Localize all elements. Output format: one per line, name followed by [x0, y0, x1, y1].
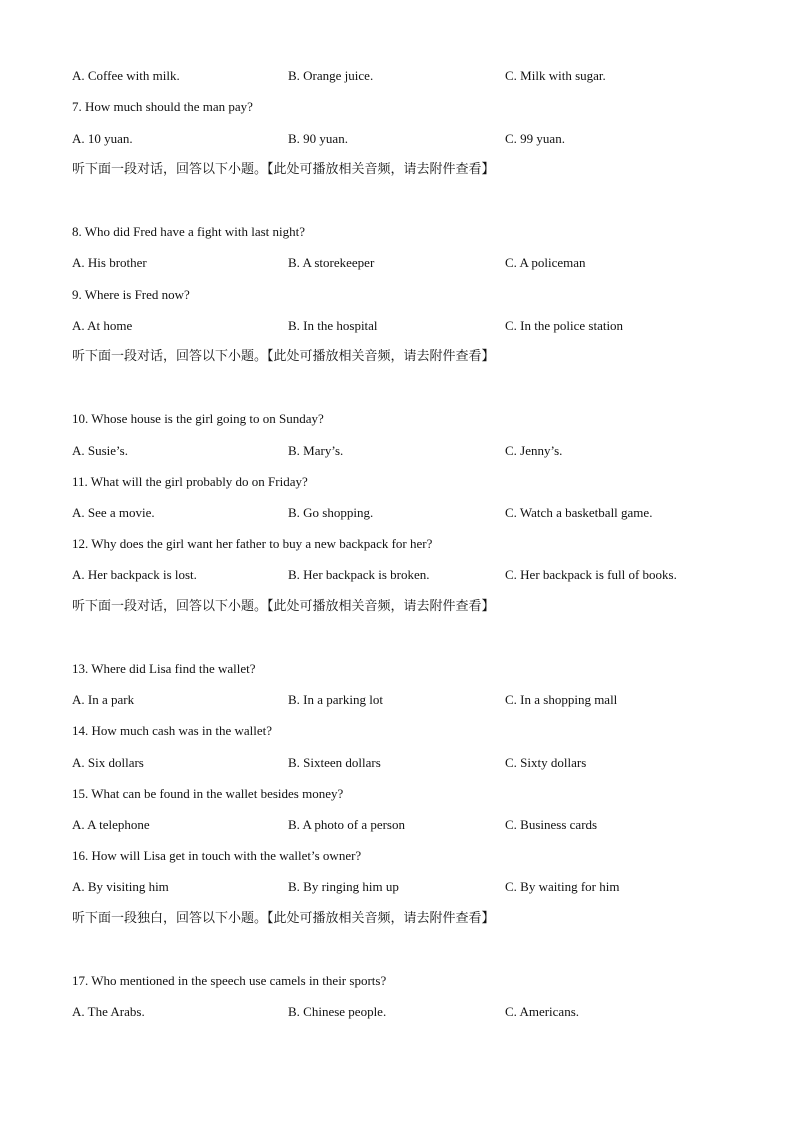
- q9-option-c: C. In the police station: [505, 318, 624, 333]
- q12-question: 12. Why does the girl want her father to buy a new backpack for her?: [72, 536, 433, 551]
- q11-question: 11. What will the girl probably do on Friday?: [72, 474, 308, 489]
- listening-instruction-2: 听下面一段对话，回答以下小题。【此处可播放相关音频，请去附件查看】: [72, 349, 495, 364]
- q11-option-a: A. See a movie.: [72, 505, 155, 520]
- q16-option-c: C. By waiting for him: [505, 879, 620, 894]
- q10-option-b: B. Mary’s.: [288, 443, 344, 458]
- listening-instruction-1: 听下面一段对话，回答以下小题。【此处可播放相关音频，请去附件查看】: [72, 162, 495, 177]
- q8-question: 8. Who did Fred have a fight with last night?: [72, 224, 305, 239]
- q17-option-b: B. Chinese people.: [288, 1004, 387, 1019]
- q7-question: 7. How much should the man pay?: [72, 99, 253, 114]
- q13-option-a: A. In a park: [72, 692, 135, 707]
- q9-option-b: B. In the hospital: [288, 318, 378, 333]
- q7-option-a: A. 10 yuan.: [72, 131, 133, 146]
- q11-option-c: C. Watch a basketball game.: [505, 505, 653, 520]
- q11-option-b: B. Go shopping.: [288, 505, 374, 520]
- q16-option-a: A. By visiting him: [72, 879, 169, 894]
- q10-question: 10. Whose house is the girl going to on Sunday?: [72, 411, 324, 426]
- q14-option-a: A. Six dollars: [72, 755, 144, 770]
- q9-question: 9. Where is Fred now?: [72, 287, 190, 302]
- q14-option-c: C. Sixty dollars: [505, 755, 587, 770]
- q16-option-b: B. By ringing him up: [288, 879, 399, 894]
- q14-option-b: B. Sixteen dollars: [288, 755, 381, 770]
- q13-option-c: C. In a shopping mall: [505, 692, 618, 707]
- q12-option-c: C. Her backpack is full of books.: [505, 567, 677, 582]
- q10-option-a: A. Susie’s.: [72, 443, 128, 458]
- q17-option-c: C. Americans.: [505, 1004, 580, 1019]
- q17-option-a: A. The Arabs.: [72, 1004, 145, 1019]
- q14-question: 14. How much cash was in the wallet?: [72, 723, 273, 738]
- q6-option-a: A. Coffee with milk.: [72, 68, 180, 83]
- q15-option-a: A. A telephone: [72, 817, 150, 832]
- listening-instruction-4: 听下面一段独白，回答以下小题。【此处可播放相关音频，请去附件查看】: [72, 911, 495, 926]
- q15-option-c: C. Business cards: [505, 817, 598, 832]
- q8-option-c: C. A policeman: [505, 255, 586, 270]
- q10-option-c: C. Jenny’s.: [505, 443, 563, 458]
- q8-option-b: B. A storekeeper: [288, 255, 375, 270]
- q7-option-b: B. 90 yuan.: [288, 131, 348, 146]
- q6-option-b: B. Orange juice.: [288, 68, 374, 83]
- q15-option-b: B. A photo of a person: [288, 817, 405, 832]
- q13-question: 13. Where did Lisa find the wallet?: [72, 661, 256, 676]
- q16-question: 16. How will Lisa get in touch with the wallet’s owner?: [72, 848, 362, 863]
- q12-option-b: B. Her backpack is broken.: [288, 567, 430, 582]
- q13-option-b: B. In a parking lot: [288, 692, 383, 707]
- listening-instruction-3: 听下面一段对话，回答以下小题。【此处可播放相关音频，请去附件查看】: [72, 599, 495, 614]
- q12-option-a: A. Her backpack is lost.: [72, 567, 197, 582]
- q9-option-a: A. At home: [72, 318, 133, 333]
- q15-question: 15. What can be found in the wallet besides money?: [72, 786, 344, 801]
- q6-option-c: C. Milk with sugar.: [505, 68, 606, 83]
- q17-question: 17. Who mentioned in the speech use camels in their sports?: [72, 973, 387, 988]
- q8-option-a: A. His brother: [72, 255, 147, 270]
- q7-option-c: C. 99 yuan.: [505, 131, 565, 146]
